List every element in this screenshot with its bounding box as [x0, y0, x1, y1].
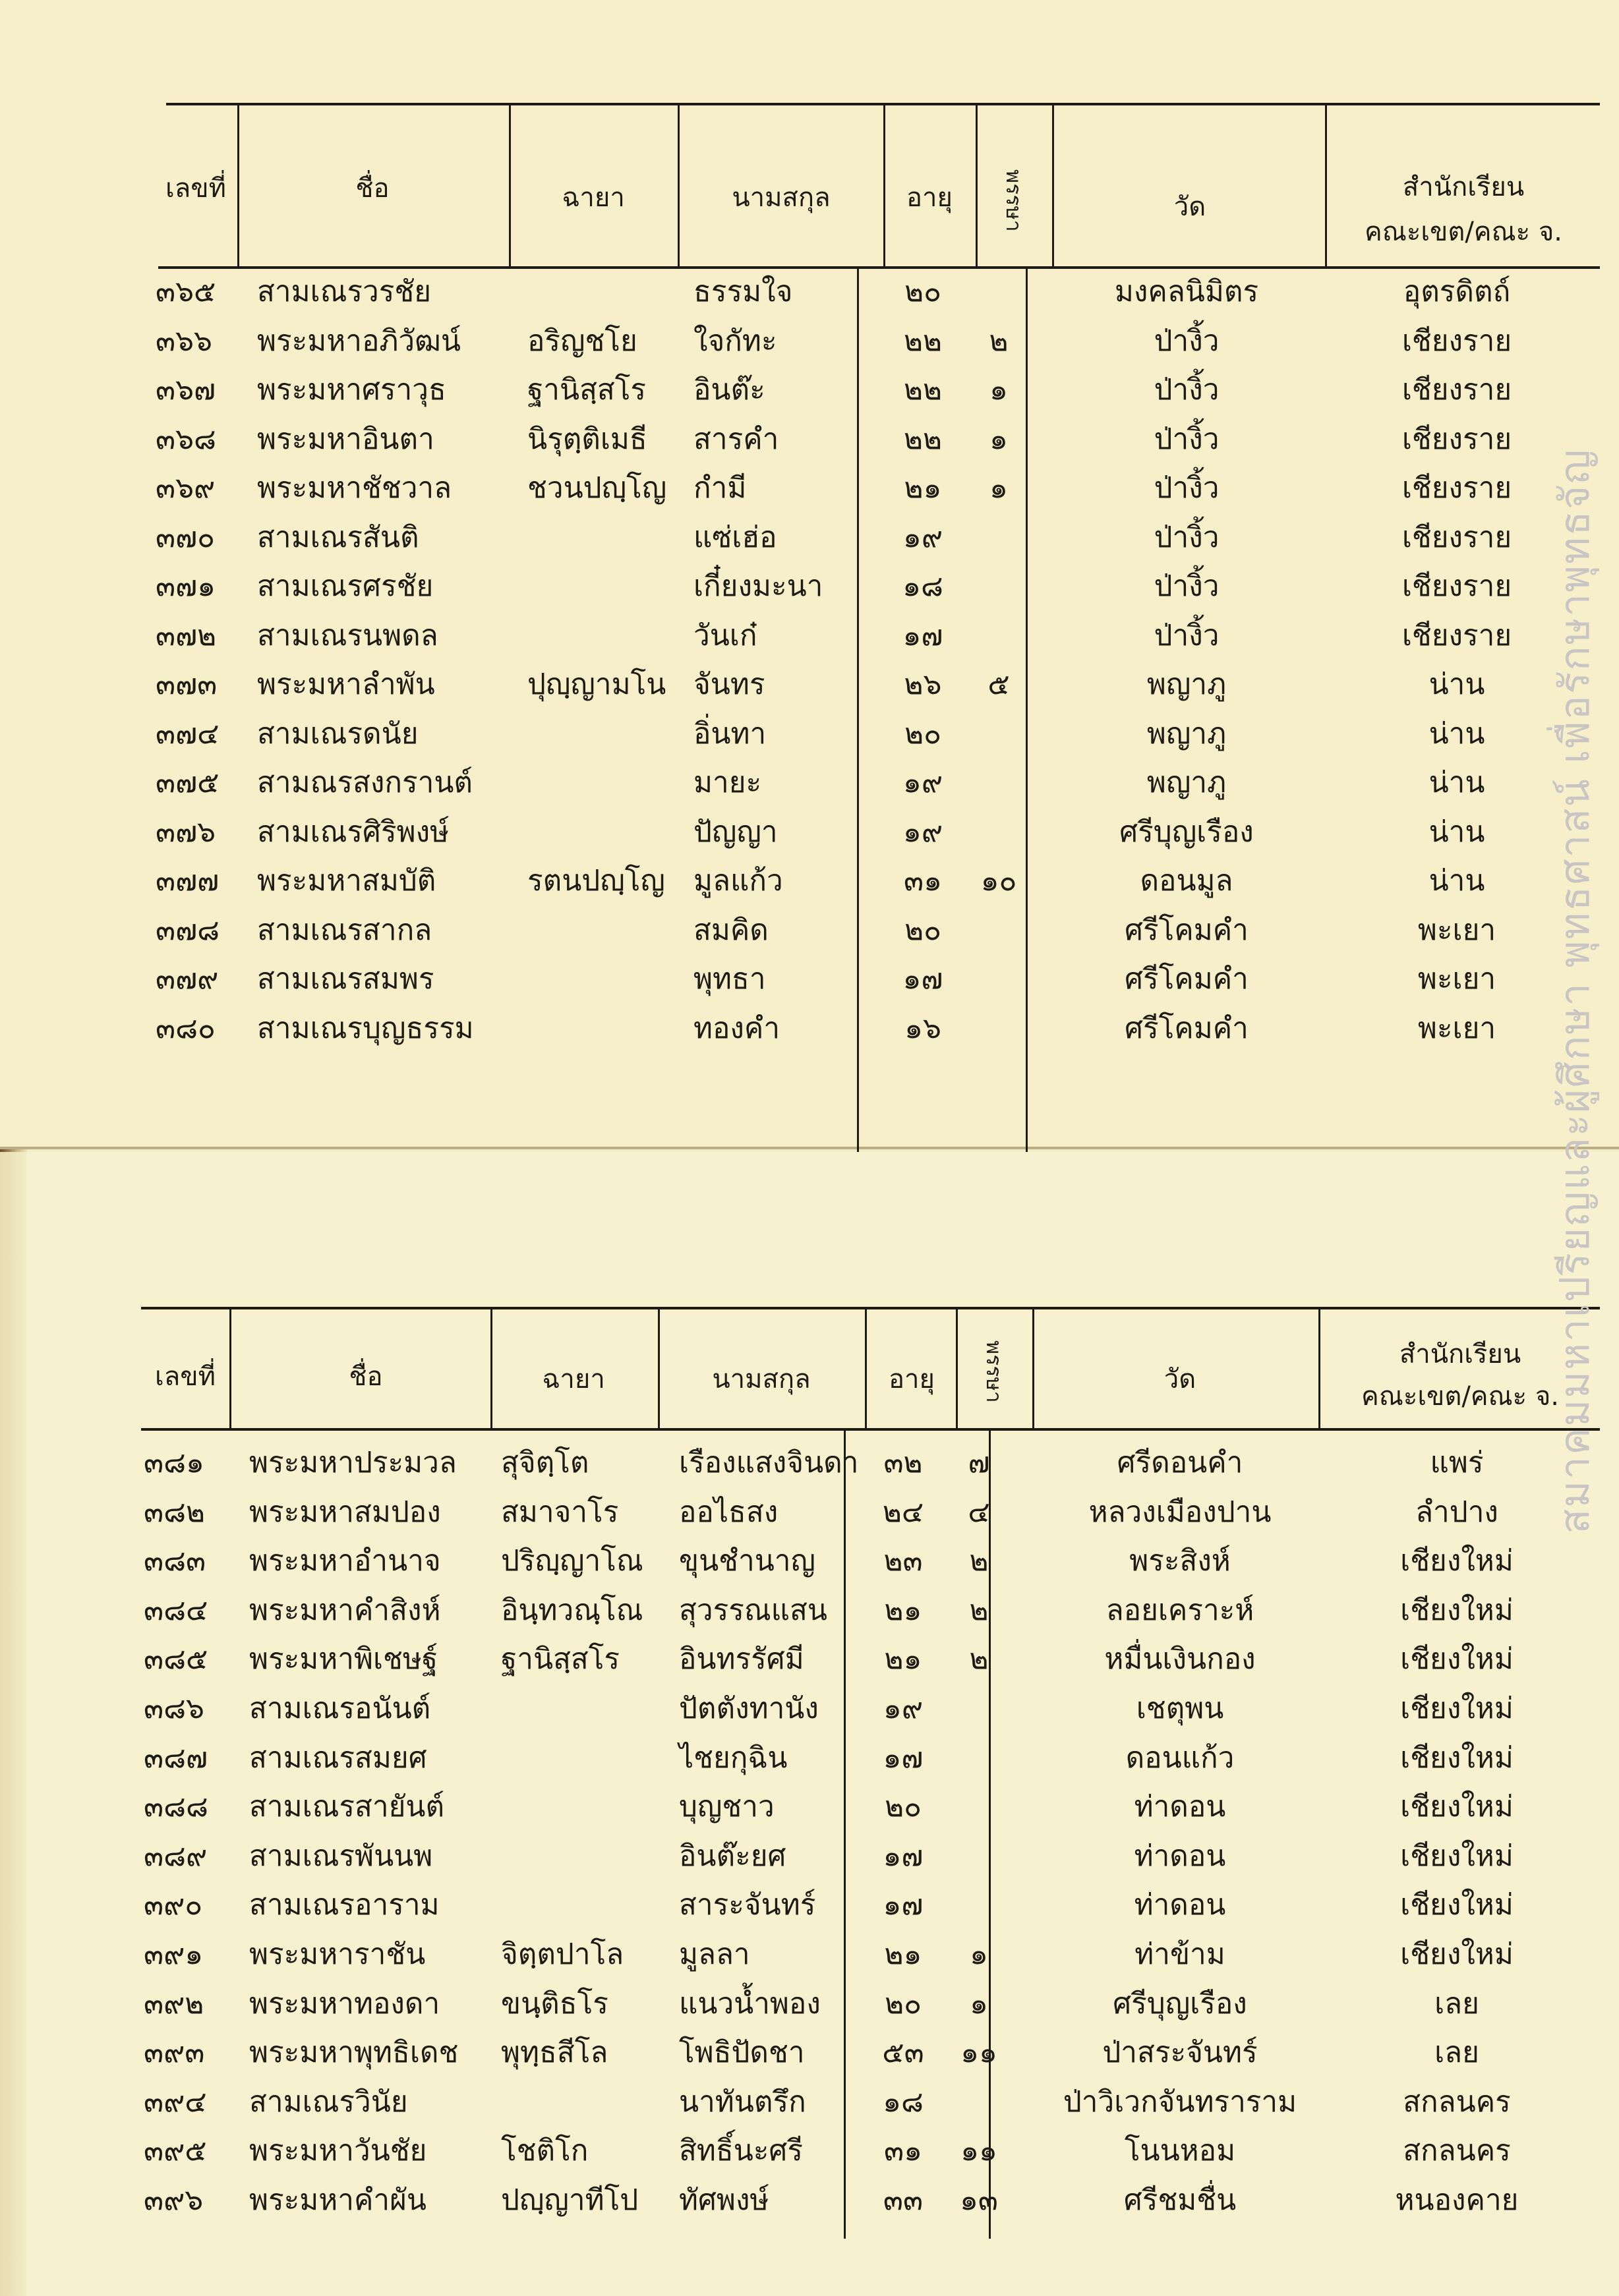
table-row [0, 513, 1619, 562]
cell-age: ๒๑ [884, 1937, 922, 1971]
cell-school: เชียงใหม่ [1400, 1888, 1514, 1922]
table-row [0, 366, 1619, 415]
cell-age: ๓๑ [883, 2134, 922, 2168]
header-vassa: พรรษา [1001, 169, 1026, 232]
cell-name: พระมหาอำนาจ [249, 1544, 441, 1578]
header-surname: นามสกุล [732, 183, 831, 213]
cell-temple: ป่างิ้ว [1154, 618, 1220, 652]
cell-name: พระมหาอภิวัฒน์ [257, 324, 461, 358]
col-divider [883, 103, 885, 266]
cell-temple: ศรีโคมคำ [1125, 913, 1249, 947]
header-monk-name: ฉายา [562, 183, 625, 213]
cell-age: ๓๒ [883, 1446, 923, 1479]
header-surname: นามสกุล [712, 1364, 811, 1394]
cell-monk-name: นิรุตฺติเมธี [527, 422, 647, 456]
cell-surname: ธรรมใจ [693, 275, 793, 308]
col-divider [1325, 103, 1327, 266]
cell-name: สามเณรนพดล [257, 618, 438, 652]
cell-school: เชียงใหม่ [1400, 1740, 1514, 1775]
cell-number: ๓๘๐ [156, 1011, 216, 1045]
cell-name: พระมหาประมวล [249, 1446, 457, 1479]
cell-age: ๒๓ [883, 1544, 923, 1578]
cell-school: เชียงราย [1401, 520, 1512, 554]
cell-temple: ป่างิ้ว [1154, 422, 1220, 456]
cell-number: ๓๘๘ [144, 1790, 208, 1824]
cell-name: พระมหาสมปอง [249, 1495, 441, 1529]
cell-number: ๓๗๔ [156, 716, 220, 751]
header-temple: วัด [1173, 192, 1206, 222]
cell-name: พระมหาสมบัติ [257, 864, 436, 898]
col-divider [1032, 1307, 1034, 1428]
watermark-text: สมาคมมหาเปรียญและผู้ศึกษา พุทธศาสน์ เพื่อรักษาพุทธจัญ [1550, 448, 1599, 1534]
cell-name: สามเณรสายันต์ [249, 1790, 445, 1824]
cell-age: ๑๙ [883, 1692, 924, 1725]
cell-surname: ใจกัทะ [693, 324, 777, 358]
cell-surname: อินต๊ะ [693, 373, 765, 407]
cell-surname: สมคิด [693, 913, 769, 947]
cell-age: ๒๑ [884, 1593, 922, 1627]
cell-number: ๓๘๑ [144, 1446, 204, 1479]
cell-age: ๒๑ [904, 471, 942, 505]
cell-surname: สุวรรณแสน [679, 1593, 827, 1627]
cell-number: ๓๙๓ [144, 2036, 205, 2070]
cell-surname: ไชยกุฉิน [679, 1740, 788, 1775]
cell-surname: ขุนชำนาญ [679, 1544, 816, 1578]
header-monk-name: ฉายา [542, 1364, 605, 1394]
cell-number: ๓๙๑ [144, 1937, 204, 1971]
cell-number: ๓๘๖ [144, 1692, 204, 1725]
cell-age: ๒๐ [904, 716, 941, 751]
table-row [0, 906, 1619, 955]
cell-school: เชียงใหม่ [1400, 1642, 1514, 1677]
table-row [0, 1881, 1619, 1930]
cell-name: พระมหาอินตา [257, 422, 434, 456]
cell-age: ๒๐ [885, 1986, 922, 2021]
cell-temple: ป่างิ้ว [1154, 373, 1220, 407]
cell-school: พะเยา [1417, 962, 1496, 996]
cell-school: น่าน [1428, 864, 1485, 898]
cell-age: ๒๒ [903, 373, 942, 407]
cell-name: พระมหาชัชวาล [257, 471, 452, 505]
cell-age: ๒๔ [882, 1495, 924, 1529]
cell-surname: อินต๊ะยศ [679, 1839, 786, 1873]
cell-name: พระมหาศราวุธ [257, 373, 446, 407]
header-name: ชื่อ [355, 173, 390, 204]
cell-temple: ป่างิ้ว [1154, 324, 1220, 358]
cell-age: ๑๙ [902, 520, 943, 554]
cell-school: น่าน [1428, 766, 1485, 799]
cell-vassa: ๗ [968, 1446, 990, 1479]
cell-temple: พญาภู [1146, 716, 1227, 751]
cell-number: ๓๗๗ [156, 864, 220, 898]
table-row [0, 2176, 1619, 2225]
cell-vassa: ๑ [989, 373, 1008, 407]
cell-school: น่าน [1428, 716, 1485, 751]
header-school-line2: คณะเขต/คณะ จ. [1364, 217, 1563, 247]
cell-age: ๑๙ [902, 766, 943, 799]
cell-number: ๓๗๕ [156, 766, 220, 799]
cell-monk-name: ปญฺญาทีโป [501, 2183, 639, 2217]
col-divider [956, 1307, 958, 1428]
table-row [0, 1930, 1619, 1979]
header-number: เลขที่ [155, 1362, 216, 1392]
cell-surname: มายะ [693, 766, 762, 799]
table-row [0, 612, 1619, 660]
cell-school: เชียงใหม่ [1400, 1692, 1514, 1725]
cell-age: ๒๒ [903, 324, 942, 358]
cell-monk-name: พุทฺธสีโล [501, 2036, 608, 2070]
header-age: อายุ [906, 183, 953, 213]
cell-vassa: ๑ [970, 1937, 988, 1971]
cell-school: น่าน [1428, 815, 1485, 849]
cell-age: ๑๖ [904, 1011, 941, 1045]
cell-temple: ดอนแก้ว [1125, 1740, 1235, 1775]
cell-school: แพร่ [1430, 1446, 1484, 1479]
cell-age: ๒๒ [903, 422, 942, 456]
table-row [0, 268, 1619, 316]
header-school-line2: คณะเขต/คณะ จ. [1361, 1381, 1560, 1412]
cell-monk-name: สมาจาโร [501, 1495, 619, 1529]
cell-name: พระมหาลำพัน [257, 668, 435, 701]
table-row [0, 1832, 1619, 1881]
cell-name: สามเณรดนัย [257, 716, 419, 751]
table-row [0, 857, 1619, 905]
cell-school: หนองคาย [1395, 2183, 1519, 2217]
cell-school: เชียงใหม่ [1400, 1937, 1514, 1971]
cell-number: ๓๖๗ [156, 373, 216, 407]
cell-surname: วันเก๋ [693, 618, 757, 652]
cell-surname: จันทร [693, 668, 765, 701]
cell-temple: ป่างิ้ว [1154, 569, 1220, 603]
cell-name: สามเณรอนันต์ [249, 1692, 431, 1725]
cell-school: เชียงราย [1401, 618, 1512, 652]
cell-number: ๓๖๙ [156, 471, 216, 505]
cell-vassa: ๒ [969, 1544, 989, 1578]
cell-surname: เกี๋ยงมะนา [693, 569, 823, 603]
cell-number: ๓๗๐ [156, 520, 216, 554]
table-row [0, 1537, 1619, 1586]
cell-name: สามณรสงกรานต์ [257, 766, 473, 799]
cell-vassa: ๑ [989, 422, 1008, 456]
cell-temple: มงคลนิมิตร [1114, 275, 1259, 308]
cell-number: ๓๘๕ [144, 1642, 208, 1677]
cell-surname: โพธิปัดชา [679, 2036, 805, 2070]
table-row [0, 2078, 1619, 2127]
col-divider [229, 1307, 231, 1428]
cell-number: ๓๘๙ [144, 1839, 208, 1873]
cell-temple: ศรีโคมคำ [1125, 962, 1249, 996]
header-temple: วัด [1163, 1364, 1196, 1394]
cell-school: สกลนคร [1403, 2084, 1511, 2119]
cell-name: สามเณรสมพร [257, 962, 434, 996]
col-divider [1052, 103, 1054, 266]
cell-temple: ดอนมูล [1140, 864, 1233, 898]
table-row [0, 710, 1619, 759]
cell-age: ๓๑ [903, 864, 942, 898]
cell-temple: พญาภู [1146, 766, 1227, 799]
cell-monk-name: สุจิตฺโต [501, 1446, 589, 1479]
cell-monk-name: จิตฺตปาโล [501, 1937, 624, 1971]
cell-number: ๓๙๖ [144, 2183, 204, 2217]
cell-number: ๓๗๖ [156, 815, 216, 849]
cell-temple: ศรีโคมคำ [1125, 1011, 1249, 1045]
header-school-line1: สำนักเรียน [1399, 1339, 1521, 1369]
cell-monk-name: อริญชโย [527, 324, 637, 358]
table-row [0, 660, 1619, 709]
header-vassa: พรรษา [982, 1340, 1007, 1403]
cell-number: ๓๗๙ [156, 962, 219, 996]
table-row [0, 464, 1619, 513]
cell-surname: พุทธา [693, 962, 766, 996]
col-divider [865, 1307, 867, 1428]
col-divider [678, 103, 680, 266]
cell-number: ๓๙๒ [144, 1986, 204, 2021]
table-row [0, 2028, 1619, 2077]
cell-monk-name: ฐานิสฺสโร [501, 1642, 620, 1677]
cell-number: ๓๗๒ [156, 618, 217, 652]
cell-temple: ศรีบุญเรือง [1119, 815, 1254, 849]
table-row [0, 1586, 1619, 1635]
cell-name: พระมหาคำสิงห์ [249, 1593, 441, 1627]
table-row [0, 1439, 1619, 1487]
cell-surname: อิ่นทา [693, 716, 767, 751]
header-name: ชื่อ [349, 1362, 383, 1392]
table-row [0, 2127, 1619, 2175]
cell-monk-name: ชวนปญฺโญ [527, 471, 667, 505]
cell-age: ๑๙ [902, 815, 943, 849]
cell-name: พระมหาพุทธิเดช [249, 2036, 459, 2070]
cell-school: พะเยา [1417, 1011, 1496, 1045]
table-row [0, 415, 1619, 464]
cell-number: ๓๗๓ [156, 668, 218, 701]
cell-temple: เชตุพน [1136, 1692, 1224, 1725]
cell-vassa: ๒ [969, 1642, 989, 1677]
cell-school: เชียงใหม่ [1400, 1839, 1514, 1873]
cell-age: ๑๘ [902, 569, 943, 603]
cell-name: พระมหาวันชัย [249, 2134, 427, 2168]
cell-surname: ปัญญา [693, 815, 778, 849]
cell-school: สกลนคร [1403, 2134, 1511, 2168]
cell-monk-name: โชติโก [501, 2134, 589, 2168]
cell-vassa: ๒ [969, 1593, 989, 1627]
table-row [0, 759, 1619, 807]
cell-temple: ป่าวิเวกจันทราราม [1063, 2084, 1297, 2119]
cell-monk-name: ฐานิสฺสโร [527, 373, 647, 407]
table-row [0, 1684, 1619, 1733]
cell-name: สามเณรวินัย [249, 2084, 408, 2119]
cell-temple: ลอยเคราะห์ [1105, 1593, 1254, 1627]
cell-name: สามเณรสากล [257, 913, 432, 947]
cell-number: ๓๘๗ [144, 1740, 208, 1775]
cell-name: พระมหาราชัน [249, 1937, 426, 1971]
cell-number: ๓๘๔ [144, 1593, 208, 1627]
cell-school: น่าน [1428, 668, 1485, 701]
col-divider [976, 103, 978, 266]
cell-temple: พระสิงห์ [1129, 1544, 1231, 1578]
cell-surname: แซ่เฮ่อ [693, 520, 777, 554]
cell-name: สามเณรวรชัย [257, 275, 432, 308]
cell-monk-name: ขนฺติธโร [501, 1986, 608, 2021]
cell-name: สามเณรอาราม [249, 1888, 440, 1922]
cell-school: เชียงราย [1401, 324, 1512, 358]
col-divider [509, 103, 511, 266]
cell-age: ๑๘ [883, 2084, 924, 2119]
cell-vassa: ๑ [989, 471, 1008, 505]
cell-school: ลำปาง [1415, 1495, 1498, 1529]
cell-surname: สิทธิ์นะศรี [679, 2134, 803, 2168]
cell-surname: อินทรรัศมี [679, 1642, 804, 1677]
table-row [0, 1635, 1619, 1684]
cell-number: ๓๗๘ [156, 913, 220, 947]
cell-temple: ป่าสระจันทร์ [1102, 2036, 1258, 2070]
cell-surname: ทองคำ [693, 1011, 780, 1045]
cell-vassa: ๑ [970, 1986, 988, 2021]
col-divider [658, 1307, 660, 1428]
cell-temple: ท่าข้าม [1134, 1937, 1225, 1971]
cell-number: ๓๙๔ [144, 2084, 207, 2119]
cell-school: เชียงใหม่ [1400, 1790, 1514, 1824]
cell-vassa: ๑๑ [960, 2134, 997, 2168]
col-divider [1318, 1307, 1320, 1428]
cell-name: สามเณรบุญธรรม [257, 1011, 474, 1045]
cell-number: ๓๘๓ [144, 1544, 206, 1578]
cell-school: เลย [1434, 1986, 1479, 2021]
cell-surname: เรืองแสงจินดา [679, 1446, 859, 1479]
cell-number: ๓๙๕ [144, 2134, 207, 2168]
cell-school: เชียงราย [1401, 569, 1512, 603]
cell-age: ๑๗ [883, 1740, 924, 1775]
cell-temple: หลวงเมืองปาน [1088, 1495, 1272, 1529]
cell-name: สามเณรศิริพงษ์ [257, 815, 450, 849]
cell-age: ๒๖ [904, 668, 942, 701]
cell-number: ๓๘๒ [144, 1495, 206, 1529]
cell-age: ๑๗ [902, 962, 943, 996]
cell-surname: กำมี [693, 471, 747, 505]
table-row [0, 1004, 1619, 1053]
table-row [0, 955, 1619, 1004]
cell-name: สามเณรสันติ [257, 520, 419, 554]
cell-name: พระมหาทองดา [249, 1986, 440, 2021]
cell-school: เชียงราย [1401, 422, 1512, 456]
table-top-rule [141, 1307, 1600, 1309]
cell-school: เชียงราย [1401, 471, 1512, 505]
header-school-line1: สำนักเรียน [1402, 172, 1525, 202]
cell-vassa: ๑๓ [959, 2183, 998, 2217]
cell-school: เชียงราย [1401, 373, 1512, 407]
header-age: อายุ [889, 1364, 935, 1394]
cell-number: ๓๖๖ [156, 324, 212, 358]
cell-school: เลย [1434, 2036, 1479, 2070]
cell-temple: ศรีดอนคำ [1117, 1446, 1243, 1479]
cell-age: ๑๗ [883, 1839, 924, 1873]
cell-surname: ทัศพงษ์ [679, 2183, 769, 2217]
table-row [0, 1783, 1619, 1831]
cell-age: ๒๐ [885, 1790, 922, 1824]
cell-number: ๓๖๘ [156, 422, 216, 456]
cell-surname: มูลแก้ว [693, 864, 783, 898]
cell-number: ๓๗๑ [156, 569, 216, 603]
cell-age: ๑๗ [883, 1888, 924, 1922]
cell-temple: ป่างิ้ว [1154, 520, 1220, 554]
cell-age: ๓๓ [883, 2183, 924, 2217]
cell-temple: ท่าดอน [1134, 1790, 1226, 1824]
cell-school: เชียงใหม่ [1400, 1593, 1514, 1627]
cell-age: ๕๓ [882, 2036, 924, 2070]
cell-monk-name: ปริญฺญาโณ [501, 1544, 643, 1578]
cell-monk-name: ปุญฺญามโน [527, 668, 666, 701]
table-row [0, 317, 1619, 366]
col-divider [490, 1307, 492, 1428]
cell-temple: พญาภู [1146, 668, 1227, 701]
cell-name: พระมหาพิเชษฐ์ [249, 1642, 438, 1677]
cell-surname: แนวน้ำพอง [679, 1986, 821, 2021]
table-row [0, 562, 1619, 611]
cell-vassa: ๑๐ [980, 864, 1017, 898]
cell-vassa: ๔ [968, 1495, 990, 1529]
cell-surname: สาระจันทร์ [679, 1888, 816, 1922]
cell-temple: โนนหอม [1124, 2134, 1236, 2168]
cell-vassa: ๕ [987, 668, 1010, 701]
header-number: เลขที่ [165, 173, 226, 204]
cell-number: ๓๙๐ [144, 1888, 203, 1922]
cell-age: ๒๐ [904, 275, 941, 308]
table-row [0, 1980, 1619, 2028]
cell-name: สามเณรพันนพ [249, 1839, 433, 1873]
cell-age: ๒๑ [884, 1642, 922, 1677]
cell-surname: บุญชาว [679, 1790, 775, 1824]
cell-surname: มูลลา [679, 1937, 750, 1971]
cell-age: ๒๐ [904, 913, 941, 947]
cell-surname: ปัตตังทานัง [679, 1692, 819, 1725]
cell-age: ๑๗ [902, 618, 943, 652]
cell-vassa: ๑๑ [960, 2036, 997, 2070]
cell-vassa: ๒ [989, 324, 1009, 358]
cell-name: พระมหาคำผัน [249, 2183, 427, 2217]
cell-school: เชียงใหม่ [1400, 1544, 1514, 1578]
table-row [0, 1488, 1619, 1537]
cell-temple: ศรีบุญเรือง [1113, 1986, 1247, 2021]
table-header-rule [141, 1428, 1600, 1431]
cell-surname: สารคำ [693, 422, 779, 456]
cell-name: สามเณรศรชัย [257, 569, 434, 603]
cell-temple: ศรีชมชื่น [1123, 2183, 1237, 2217]
cell-temple: ท่าดอน [1134, 1839, 1226, 1873]
cell-temple: ท่าดอน [1134, 1888, 1226, 1922]
cell-surname: ออไธสง [679, 1495, 779, 1529]
table-row [0, 808, 1619, 857]
cell-surname: นาทันตรึก [679, 2084, 806, 2119]
cell-monk-name: อินฺทวณฺโณ [501, 1593, 643, 1627]
cell-monk-name: รตนปญฺโญ [527, 864, 665, 898]
cell-temple: หมื่นเงินกอง [1104, 1642, 1256, 1677]
cell-temple: ป่างิ้ว [1154, 471, 1220, 505]
cell-school: พะเยา [1417, 913, 1496, 947]
cell-name: สามเณรสมยศ [249, 1740, 427, 1775]
cell-number: ๓๖๕ [156, 275, 216, 308]
table-row [0, 1734, 1619, 1783]
cell-school: อุตรดิตถ์ [1403, 275, 1511, 308]
